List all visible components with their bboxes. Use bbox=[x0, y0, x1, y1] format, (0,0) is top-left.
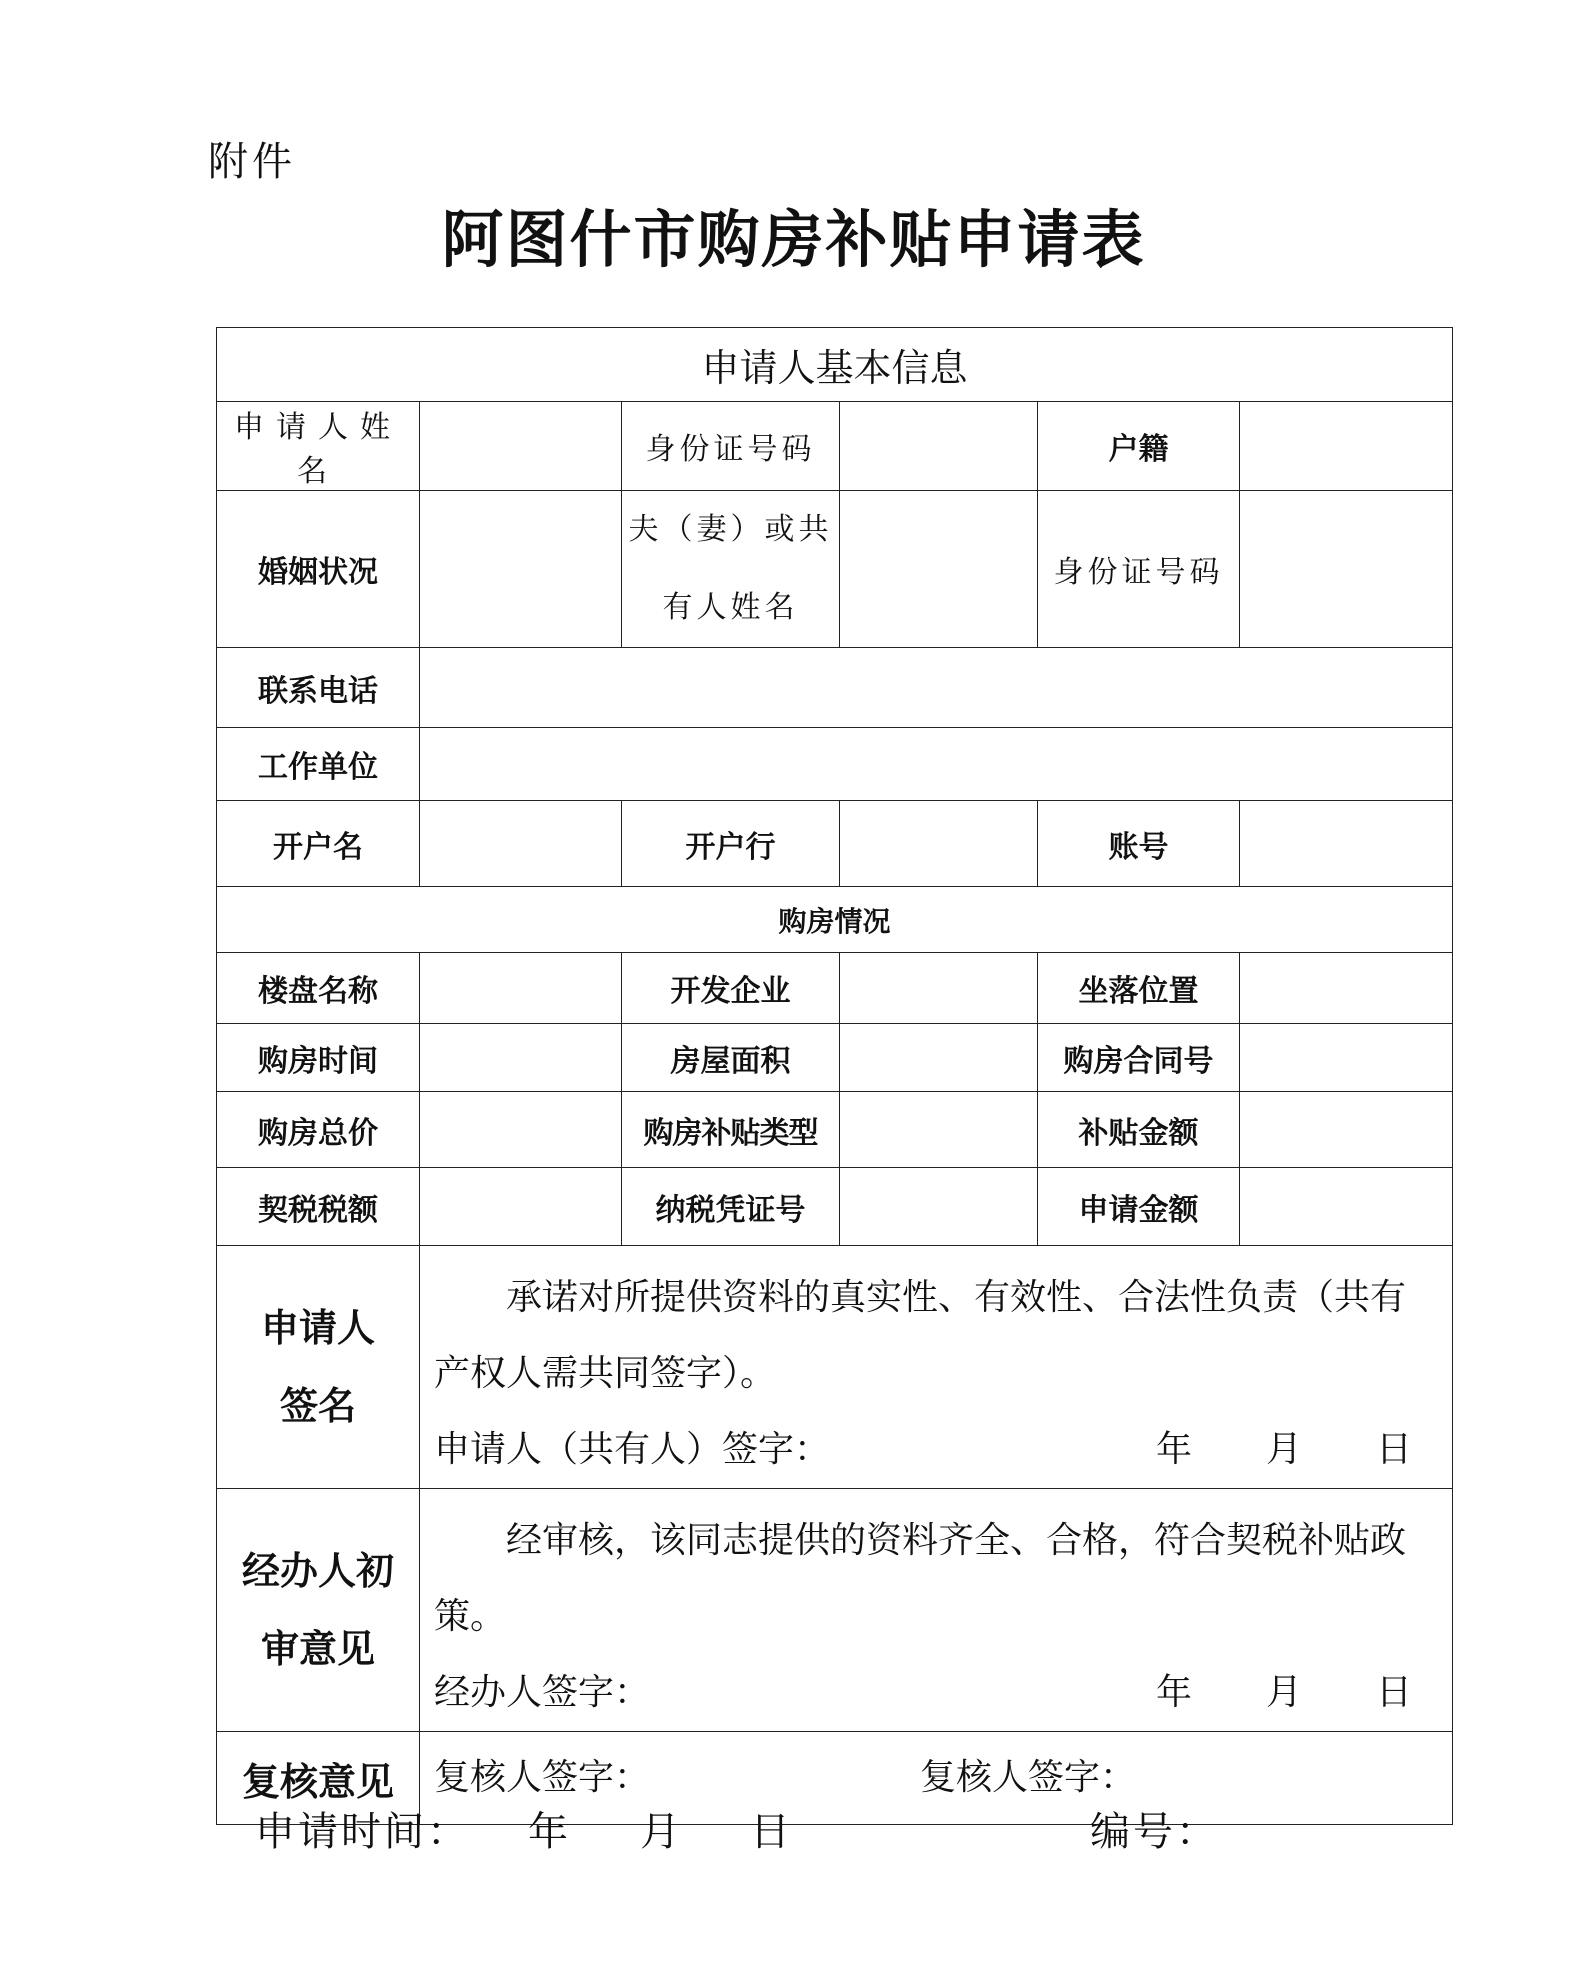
label-tax-certificate-number: 纳税凭证号 bbox=[622, 1168, 840, 1246]
handler-opinion[interactable] bbox=[420, 1489, 1453, 1732]
label-property-name: 楼盘名称 bbox=[217, 953, 420, 1024]
field-subsidy-type[interactable] bbox=[840, 1092, 1038, 1168]
label-handler-review bbox=[217, 1489, 420, 1732]
label-account-number: 账号 bbox=[1038, 801, 1240, 887]
label-subsidy-amount: 补贴金额 bbox=[1038, 1092, 1240, 1168]
section-applicant-info: 申请人基本信息 bbox=[217, 328, 1453, 402]
recheck-sign-line bbox=[434, 1740, 1436, 1816]
applicant-sign-date bbox=[1156, 1412, 1436, 1488]
label-applicant-signature-line1: 申请人 bbox=[260, 1305, 375, 1350]
label-handler-review-line1: 经办人初 bbox=[241, 1548, 394, 1593]
label-contract-number: 购房合同号 bbox=[1038, 1024, 1240, 1092]
field-purchase-time[interactable] bbox=[420, 1024, 622, 1092]
pledge-line1: 承诺对所提供资料的真实性、有效性、合法性负责（共有 bbox=[506, 1277, 1407, 1318]
label-spouse-name bbox=[622, 491, 840, 648]
label-applicant-signature-line2: 签名 bbox=[279, 1383, 356, 1428]
label-employer: 工作单位 bbox=[217, 728, 420, 801]
footer-day: 日 bbox=[750, 1809, 793, 1855]
label-subsidy-type: 购房补贴类型 bbox=[622, 1092, 840, 1168]
field-deed-tax-amount[interactable] bbox=[420, 1168, 622, 1246]
label-total-price: 购房总价 bbox=[217, 1092, 420, 1168]
footer-month: 月 bbox=[640, 1809, 683, 1855]
applicant-sign-month: 月 bbox=[1265, 1429, 1302, 1470]
field-bank[interactable] bbox=[840, 801, 1038, 887]
field-location[interactable] bbox=[1240, 953, 1453, 1024]
recheck-sign-label-1: 复核人签字： bbox=[434, 1757, 651, 1798]
field-developer[interactable] bbox=[840, 953, 1038, 1024]
label-phone: 联系电话 bbox=[217, 648, 420, 728]
field-employer[interactable] bbox=[420, 728, 1453, 801]
label-account-name: 开户名 bbox=[217, 801, 420, 887]
handler-sign-label: 经办人签字： bbox=[434, 1672, 651, 1713]
field-id-number[interactable] bbox=[840, 402, 1038, 491]
label-household-registration: 户籍 bbox=[1038, 402, 1240, 491]
label-deed-tax-amount: 契税税额 bbox=[217, 1168, 420, 1246]
handler-sign-line bbox=[434, 1655, 1436, 1731]
label-house-area: 房屋面积 bbox=[622, 1024, 840, 1092]
label-spouse-line2: 有人姓名 bbox=[662, 590, 799, 625]
label-bank: 开户行 bbox=[622, 801, 840, 887]
field-property-name[interactable] bbox=[420, 953, 622, 1024]
pledge-line2: 产权人需共同签字）。 bbox=[434, 1353, 777, 1394]
label-applicant-name: 申请人姓名 bbox=[217, 402, 420, 491]
section-purchase-info: 购房情况 bbox=[217, 887, 1453, 953]
footer-application-time-label: 申请时间： bbox=[255, 1809, 470, 1855]
field-application-amount[interactable] bbox=[1240, 1168, 1453, 1246]
applicant-pledge[interactable] bbox=[420, 1246, 1453, 1489]
field-account-name[interactable] bbox=[420, 801, 622, 887]
field-phone[interactable] bbox=[420, 648, 1453, 728]
footer-serial-number-label: 编号： bbox=[1090, 1809, 1219, 1855]
recheck-content[interactable] bbox=[420, 1732, 1453, 1825]
handler-sign-month: 月 bbox=[1265, 1672, 1302, 1713]
applicant-sign-line bbox=[434, 1412, 1436, 1488]
label-purchase-time: 购房时间 bbox=[217, 1024, 420, 1092]
opinion-line1: 经审核，该同志提供的资料齐全、合格，符合契税补贴政 bbox=[506, 1520, 1407, 1561]
subsidy-application-table bbox=[216, 327, 1453, 1825]
handler-sign-day: 日 bbox=[1376, 1672, 1413, 1713]
field-tax-certificate-number[interactable] bbox=[840, 1168, 1038, 1246]
handler-sign-year: 年 bbox=[1155, 1672, 1192, 1713]
field-applicant-name[interactable] bbox=[420, 402, 622, 491]
label-location: 坐落位置 bbox=[1038, 953, 1240, 1024]
label-handler-review-line2: 审意见 bbox=[260, 1626, 375, 1671]
field-household-registration[interactable] bbox=[1240, 402, 1453, 491]
field-total-price[interactable] bbox=[420, 1092, 622, 1168]
label-application-amount: 申请金额 bbox=[1038, 1168, 1240, 1246]
form-title: 阿图什市购房补贴申请表 bbox=[441, 203, 1146, 276]
field-subsidy-amount[interactable] bbox=[1240, 1092, 1453, 1168]
footer-year: 年 bbox=[528, 1809, 571, 1855]
applicant-sign-label: 申请人（共有人）签字： bbox=[434, 1429, 831, 1470]
field-spouse-name[interactable] bbox=[840, 491, 1038, 648]
field-spouse-id-number[interactable] bbox=[1240, 491, 1453, 648]
applicant-sign-year: 年 bbox=[1155, 1429, 1192, 1470]
field-house-area[interactable] bbox=[840, 1024, 1038, 1092]
handler-sign-date bbox=[1156, 1655, 1436, 1731]
label-developer: 开发企业 bbox=[622, 953, 840, 1024]
field-contract-number[interactable] bbox=[1240, 1024, 1453, 1092]
label-spouse-line1: 夫（妻）或共 bbox=[628, 512, 833, 547]
label-applicant-signature bbox=[217, 1246, 420, 1489]
label-spouse-id-number: 身份证号码 bbox=[1038, 491, 1240, 648]
field-account-number[interactable] bbox=[1240, 801, 1453, 887]
attachment-label: 附件 bbox=[208, 139, 296, 185]
label-id-number: 身份证号码 bbox=[622, 402, 840, 491]
field-marital-status[interactable] bbox=[420, 491, 622, 648]
opinion-line2: 策。 bbox=[434, 1596, 507, 1637]
label-recheck: 复核意见 bbox=[217, 1732, 420, 1825]
applicant-sign-day: 日 bbox=[1376, 1429, 1413, 1470]
recheck-sign-label-2: 复核人签字： bbox=[920, 1757, 1137, 1798]
label-marital-status: 婚姻状况 bbox=[217, 491, 420, 648]
